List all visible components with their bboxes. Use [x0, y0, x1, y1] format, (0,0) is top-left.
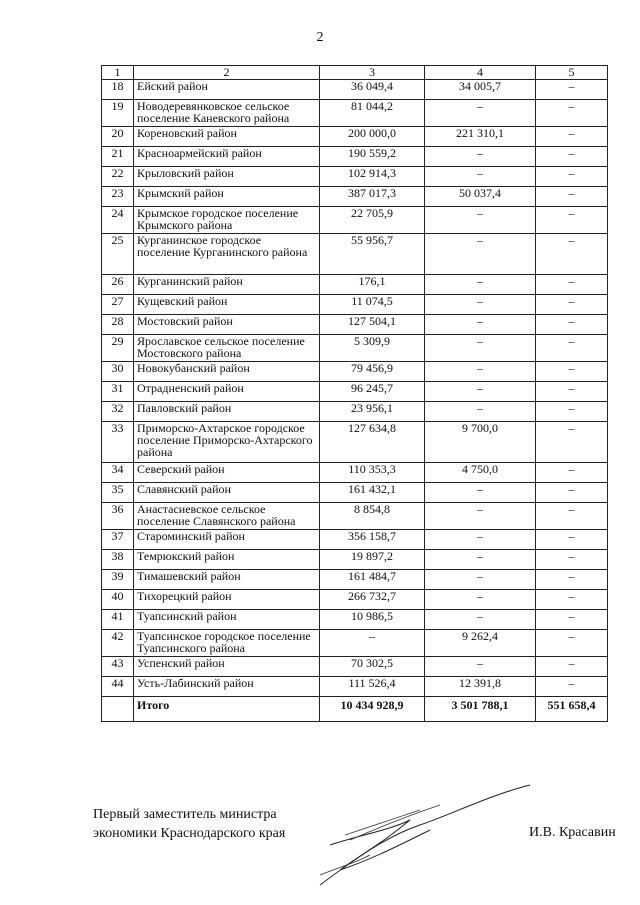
value-col3: 356 158,7	[320, 530, 425, 550]
region-name: Северский район	[134, 463, 320, 483]
value-col5: –	[536, 167, 608, 187]
column-header: 2	[134, 66, 320, 80]
value-col3: 96 245,7	[320, 382, 425, 402]
total-col4: 3 501 788,1	[425, 697, 536, 722]
table-row	[102, 335, 608, 362]
region-name: Тимашевский район	[134, 570, 320, 590]
value-col3: 8 854,8	[320, 503, 425, 530]
row-number: 21	[102, 147, 134, 167]
region-name: Славянский район	[134, 483, 320, 503]
value-col3: 200 000,0	[320, 127, 425, 147]
row-number: 25	[102, 234, 134, 275]
row-number: 20	[102, 127, 134, 147]
region-name: Новокубанский район	[134, 362, 320, 382]
table-row	[102, 422, 608, 463]
table-header-row	[102, 66, 608, 80]
table-row	[102, 503, 608, 530]
row-number: 29	[102, 335, 134, 362]
total-row	[102, 697, 608, 722]
row-number: 42	[102, 630, 134, 657]
value-col3: 127 504,1	[320, 315, 425, 335]
region-name: Курганинский район	[134, 275, 320, 295]
table-row	[102, 315, 608, 335]
row-number: 23	[102, 187, 134, 207]
table-row	[102, 147, 608, 167]
region-name: Усть-Лабинский район	[134, 677, 320, 697]
signatory-title-line1: Первый заместитель министра	[93, 807, 277, 822]
value-col5: –	[536, 550, 608, 570]
value-col3: 127 634,8	[320, 422, 425, 463]
value-col5: –	[536, 362, 608, 382]
signatory-title-line2: экономики Краснодарского края	[93, 826, 286, 841]
value-col3: –	[320, 630, 425, 657]
value-col3: 111 526,4	[320, 677, 425, 697]
value-col4: –	[425, 570, 536, 590]
table-row	[102, 362, 608, 382]
column-header: 3	[320, 66, 425, 80]
value-col4: 50 037,4	[425, 187, 536, 207]
value-col4: –	[425, 610, 536, 630]
row-number: 27	[102, 295, 134, 315]
table-row	[102, 127, 608, 147]
region-name: Красноармейский район	[134, 147, 320, 167]
value-col3: 102 914,3	[320, 167, 425, 187]
row-number: 35	[102, 483, 134, 503]
row-number: 33	[102, 422, 134, 463]
region-name: Темрюкский район	[134, 550, 320, 570]
value-col3: 81 044,2	[320, 100, 425, 127]
value-col5: –	[536, 530, 608, 550]
handwritten-signature	[300, 775, 540, 895]
region-name: Курганинское городское поселение Курганинского района	[134, 234, 320, 275]
value-col3: 387 017,3	[320, 187, 425, 207]
table-row	[102, 657, 608, 677]
value-col3: 22 705,9	[320, 207, 425, 234]
value-col4: –	[425, 234, 536, 275]
region-name: Туапсинский район	[134, 610, 320, 630]
table-row	[102, 80, 608, 100]
value-col5: –	[536, 80, 608, 100]
column-header: 5	[536, 66, 608, 80]
region-name: Ейский район	[134, 80, 320, 100]
value-col4: –	[425, 530, 536, 550]
region-name: Анастасиевское сельское поселение Славянского района	[134, 503, 320, 530]
total-label: Итого	[134, 697, 320, 722]
row-number: 18	[102, 80, 134, 100]
value-col4: 12 391,8	[425, 677, 536, 697]
table-row	[102, 275, 608, 295]
table-row	[102, 100, 608, 127]
region-name: Крымское городское поселение Крымского района	[134, 207, 320, 234]
value-col5: –	[536, 503, 608, 530]
table-row	[102, 167, 608, 187]
value-col5: –	[536, 590, 608, 610]
value-col3: 23 956,1	[320, 402, 425, 422]
region-name: Ярославское сельское поселение Мостовского района	[134, 335, 320, 362]
value-col3: 190 559,2	[320, 147, 425, 167]
value-col4: –	[425, 147, 536, 167]
value-col4: –	[425, 382, 536, 402]
table-row	[102, 530, 608, 550]
region-name: Тихорецкий район	[134, 590, 320, 610]
value-col5: –	[536, 382, 608, 402]
value-col4: –	[425, 275, 536, 295]
table-row	[102, 463, 608, 483]
value-col4: –	[425, 207, 536, 234]
value-col5: –	[536, 315, 608, 335]
row-number: 43	[102, 657, 134, 677]
region-name: Туапсинское городское поселение Туапсинского района	[134, 630, 320, 657]
value-col4: –	[425, 590, 536, 610]
value-col5: –	[536, 147, 608, 167]
row-number: 34	[102, 463, 134, 483]
region-name: Кущевский район	[134, 295, 320, 315]
value-col5: –	[536, 100, 608, 127]
table-row	[102, 550, 608, 570]
budget-table	[101, 65, 608, 722]
value-col3: 19 897,2	[320, 550, 425, 570]
value-col4: –	[425, 657, 536, 677]
region-name: Успенский район	[134, 657, 320, 677]
row-number: 41	[102, 610, 134, 630]
value-col3: 11 074,5	[320, 295, 425, 315]
value-col5: –	[536, 630, 608, 657]
region-name: Приморско-Ахтарское городское поселение Приморско-Ахтарского района	[134, 422, 320, 463]
table-row	[102, 402, 608, 422]
signatory-title	[93, 805, 285, 843]
value-col5: –	[536, 483, 608, 503]
region-name: Павловский район	[134, 402, 320, 422]
table-row	[102, 207, 608, 234]
row-number: 28	[102, 315, 134, 335]
region-name: Мостовский район	[134, 315, 320, 335]
signatory-name: И.В. Красавин	[529, 825, 616, 840]
value-col5: –	[536, 657, 608, 677]
value-col3: 5 309,9	[320, 335, 425, 362]
value-col5: –	[536, 234, 608, 275]
table-row	[102, 570, 608, 590]
value-col5: –	[536, 207, 608, 234]
region-name: Кореновский район	[134, 127, 320, 147]
value-col5: –	[536, 335, 608, 362]
table-row	[102, 630, 608, 657]
total-col5: 551 658,4	[536, 697, 608, 722]
table-row	[102, 295, 608, 315]
region-name: Крыловский район	[134, 167, 320, 187]
value-col5: –	[536, 127, 608, 147]
row-number: 30	[102, 362, 134, 382]
value-col4: 34 005,7	[425, 80, 536, 100]
region-name: Крымский район	[134, 187, 320, 207]
value-col4: –	[425, 167, 536, 187]
total-col3: 10 434 928,9	[320, 697, 425, 722]
row-number: 44	[102, 677, 134, 697]
value-col3: 110 353,3	[320, 463, 425, 483]
value-col5: –	[536, 463, 608, 483]
row-number: 37	[102, 530, 134, 550]
row-number: 36	[102, 503, 134, 530]
table-row	[102, 590, 608, 610]
table-row	[102, 382, 608, 402]
value-col5: –	[536, 275, 608, 295]
region-name: Новодеревянковское сельское поселение Каневского района	[134, 100, 320, 127]
value-col4: 4 750,0	[425, 463, 536, 483]
table-row	[102, 187, 608, 207]
value-col5: –	[536, 677, 608, 697]
value-col4: –	[425, 362, 536, 382]
value-col5: –	[536, 610, 608, 630]
total-num	[102, 697, 134, 722]
row-number: 31	[102, 382, 134, 402]
value-col4: –	[425, 295, 536, 315]
table-row	[102, 483, 608, 503]
value-col3: 176,1	[320, 275, 425, 295]
row-number: 19	[102, 100, 134, 127]
value-col4: –	[425, 100, 536, 127]
value-col4: 221 310,1	[425, 127, 536, 147]
value-col4: –	[425, 315, 536, 335]
row-number: 38	[102, 550, 134, 570]
value-col4: –	[425, 550, 536, 570]
value-col4: 9 700,0	[425, 422, 536, 463]
page-number: 2	[316, 30, 324, 45]
value-col5: –	[536, 570, 608, 590]
value-col3: 10 986,5	[320, 610, 425, 630]
row-number: 24	[102, 207, 134, 234]
table-row	[102, 610, 608, 630]
column-header: 1	[102, 66, 134, 80]
value-col5: –	[536, 402, 608, 422]
value-col4: 9 262,4	[425, 630, 536, 657]
value-col5: –	[536, 187, 608, 207]
region-name: Староминский район	[134, 530, 320, 550]
column-header: 4	[425, 66, 536, 80]
row-number: 39	[102, 570, 134, 590]
value-col3: 70 302,5	[320, 657, 425, 677]
value-col4: –	[425, 503, 536, 530]
table-row	[102, 677, 608, 697]
value-col4: –	[425, 335, 536, 362]
table-row	[102, 234, 608, 275]
row-number: 26	[102, 275, 134, 295]
value-col3: 79 456,9	[320, 362, 425, 382]
value-col5: –	[536, 295, 608, 315]
value-col3: 266 732,7	[320, 590, 425, 610]
row-number: 40	[102, 590, 134, 610]
region-name: Отрадненский район	[134, 382, 320, 402]
row-number: 22	[102, 167, 134, 187]
value-col3: 161 432,1	[320, 483, 425, 503]
value-col3: 36 049,4	[320, 80, 425, 100]
value-col4: –	[425, 483, 536, 503]
value-col4: –	[425, 402, 536, 422]
value-col3: 161 484,7	[320, 570, 425, 590]
value-col3: 55 956,7	[320, 234, 425, 275]
row-number: 32	[102, 402, 134, 422]
value-col5: –	[536, 422, 608, 463]
